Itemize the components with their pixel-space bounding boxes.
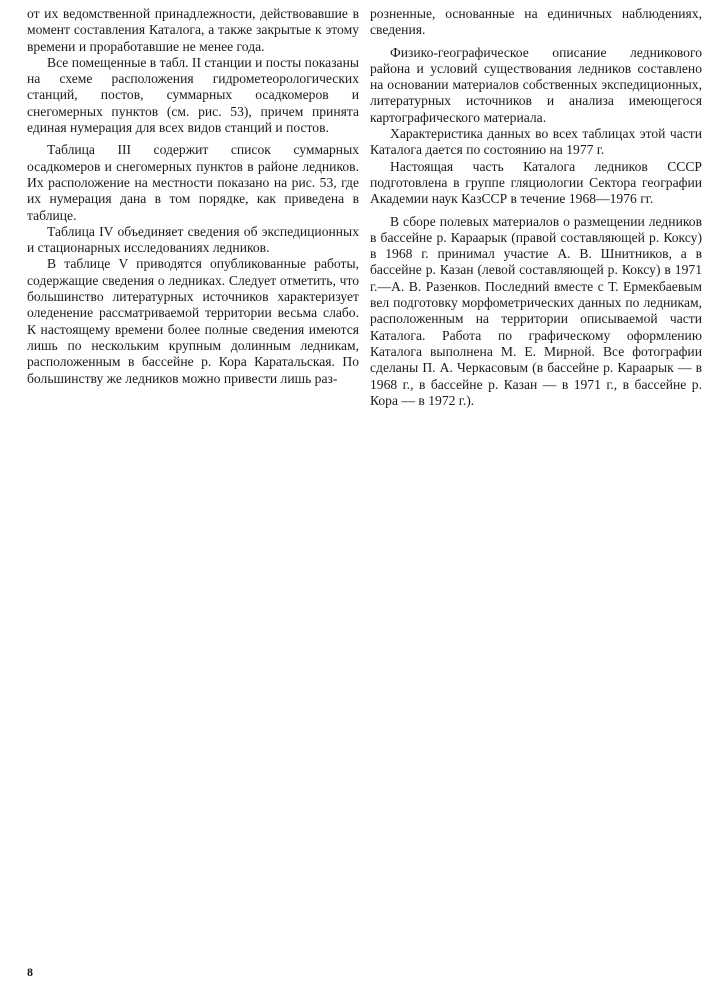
page-number: 8 <box>27 965 33 979</box>
right-paragraph-3: Характеристика данных во всех таблицах этой части Каталога дается по состоянию на 1977 г. <box>370 126 702 158</box>
right-paragraph-2: Физико-географическое описание ледникового района и условий существования ледников составлено на основании материалов собственных экспедиционных, литературных источников и анализа имеющегося картографического материала. <box>370 44 702 125</box>
left-paragraph-2: Все помещенные в табл. II станции и посты показаны на схеме расположения гидрометеорологических станций, постов, суммарных осадкомеров и снегомерных пунктов (см. рис. 53), причем принята единая нумерация для всех видов станций и постов. <box>27 54 359 136</box>
right-paragraph-4: Настоящая часть Каталога ледников СССР подготовлена в группе гляциологии Сектора географии Академии наук КазССР в течение 1968—1976 гг. <box>370 158 702 207</box>
left-paragraph-4: Таблица IV объединяет сведения об экспедиционных и стационарных исследованиях ледников. <box>27 223 359 256</box>
left-paragraph-1: от их ведомственной принадлежности, действовавшие в момент составления Каталога, а также закрытые к этому времени и проработавшие не менее года. <box>27 6 359 54</box>
right-paragraph-5: В сборе полевых материалов о размещении ледников в бассейне р. Караарык (правой составляющей р. Коксу) в 1968 г. принимал участие А. В. Шнитников, а в бассейне р. Казан (левой составляющей р. Коксу) в 1971 г.—А. В. Разенков. Последний вместе с Т. Ермекбаевым вел подготовку морфометрических данных по ледникам, расположенным на территории описываемой части Каталога. Работа по графическому оформлению Каталога выполнена М. Е. Мирной. Все фотографии сделаны П. А. Черкасовым (в бассейне р. Караарык — в 1968 г., в бассейне р. Казан — в 1971 г., в бассейне р. Кора — в 1972 г.). <box>370 213 702 408</box>
left-text-column <box>27 6 359 387</box>
left-paragraph-5: В таблице V приводятся опубликованные работы, содержащие сведения о ледниках. Следует отметить, что большинство литературных источников характеризует оледенение рассматриваемой территории весьма слабо. К настоящему времени более полные сведения имеются лишь по нескольким крупным долинным ледникам, расположенным в бассейне р. Кора Каратальская. По большинству же ледников можно привести лишь раз- <box>27 256 359 386</box>
right-text-column <box>370 6 702 409</box>
left-paragraph-3: Таблица III содержит список суммарных осадкомеров и снегомерных пунктов в районе ледников. Их расположение на местности показано на рис. 53, где их нумерация дана в том порядке, как приведена в таблице. <box>27 142 359 223</box>
right-paragraph-1: розненные, основанные на единичных наблюдениях, сведения. <box>370 6 702 38</box>
